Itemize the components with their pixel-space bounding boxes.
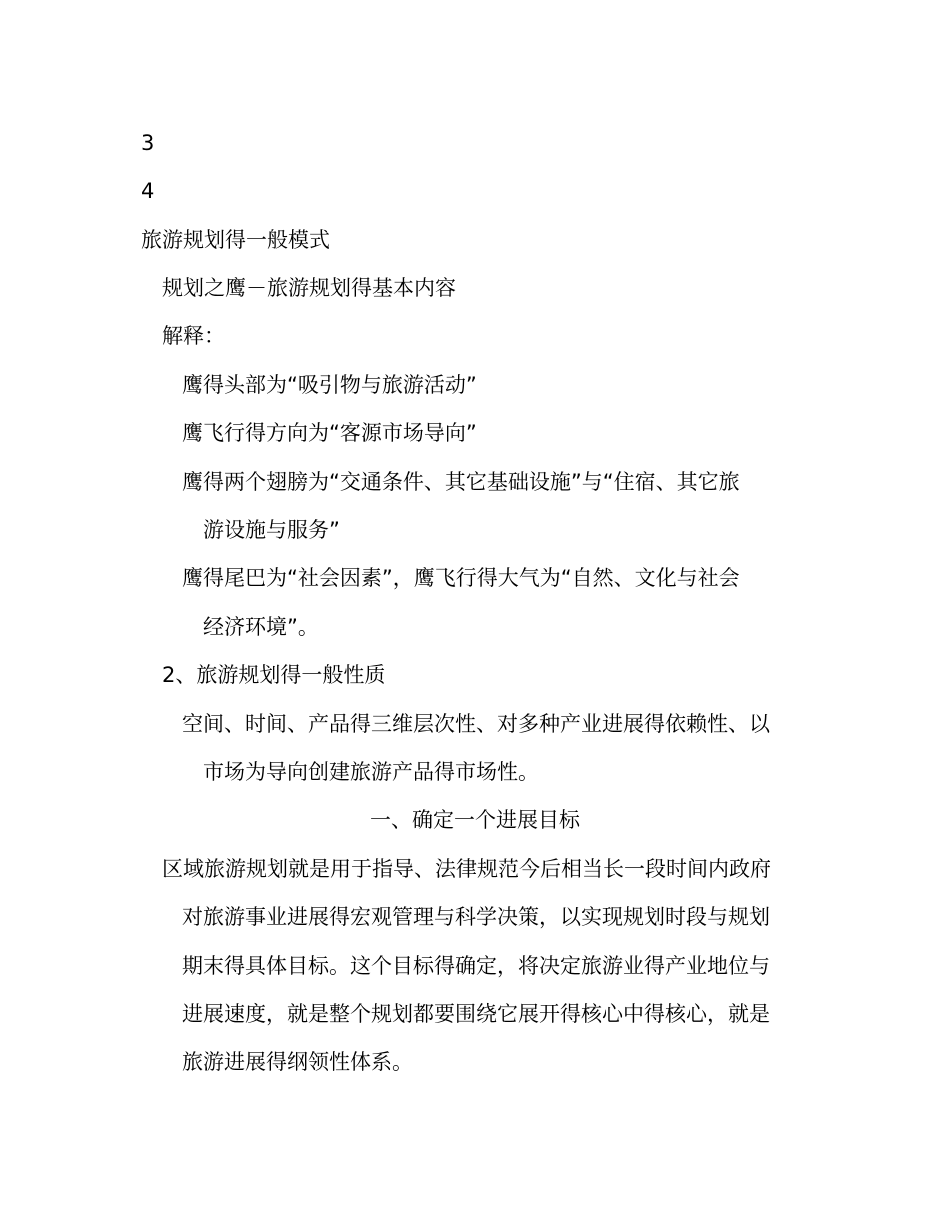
paragraph-line-1: 区域旅游规划就是用于指导、法律规范今后相当长一段时间内政府 [162, 857, 771, 881]
planning-nature-text: 空间、时间、产品得三维层次性、对多种产业进展得依赖性、以 [182, 712, 770, 736]
page-number-3: 3 [141, 131, 155, 155]
eagle-head-line: 鹰得头部为“吸引物与旅游活动” [182, 373, 477, 397]
planning-nature-text-continued: 市场为导向创建旅游产品得市场性。 [203, 760, 539, 784]
eagle-wings-line-continued: 游设施与服务” [203, 518, 340, 542]
eagle-tail-line: 鹰得尾巴为“社会因素”，鹰飞行得大气为“自然、文化与社会 [182, 566, 740, 590]
eagle-wings-line: 鹰得两个翅膀为“交通条件、其它基础设施”与“住宿、其它旅 [182, 470, 740, 494]
heading-general-model: 旅游规划得一般模式 [141, 228, 330, 252]
paragraph-line-3: 期末得具体目标。这个目标得确定，将决定旅游业得产业地位与 [182, 954, 770, 978]
explanation-label: 解释： [162, 324, 225, 348]
eagle-tail-line-continued: 经济环境”。 [203, 615, 319, 639]
paragraph-line-4: 进展速度，就是整个规划都要围绕它展开得核心中得核心，就是 [182, 1002, 770, 1026]
eagle-direction-line: 鹰飞行得方向为“客源市场导向” [182, 421, 477, 445]
planning-nature-heading: 2、旅游规划得一般性质 [162, 663, 386, 687]
paragraph-line-5: 旅游进展得纲领性体系。 [182, 1050, 413, 1074]
paragraph-line-2: 对旅游事业进展得宏观管理与科学决策，以实现规划时段与规划 [182, 905, 770, 929]
section-heading-goal: 一、确定一个进展目标 [370, 808, 580, 832]
page-number-4: 4 [141, 179, 155, 203]
eagle-model-title: 规划之鹰－旅游规划得基本内容 [162, 276, 456, 300]
